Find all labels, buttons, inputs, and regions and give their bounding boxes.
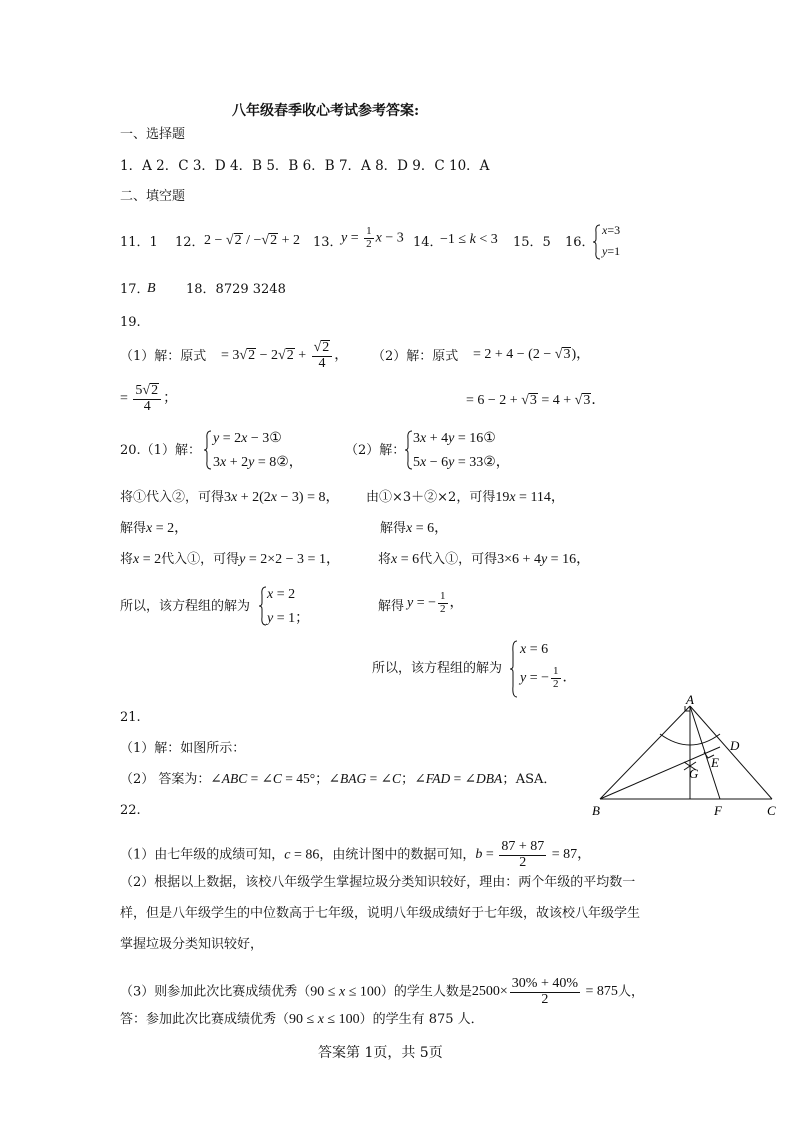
q20-solution-b-x: x = 6 xyxy=(520,642,549,657)
answer-17-value: B xyxy=(147,281,156,296)
q20-solution-b-y: y = − $\frac{1}{2}$ ． xyxy=(520,665,577,690)
q20-system1-eq1: y = 2x − 3① xyxy=(213,431,282,446)
page-footer: 答案第 1页，共 5页 xyxy=(318,1045,443,1061)
answer-13-label: 13． xyxy=(313,235,343,250)
q21-label: 21. xyxy=(120,710,141,725)
q20-label: 20.（1）解： xyxy=(120,443,201,458)
answer-16-x: x=3 xyxy=(602,223,621,237)
q20-step1b-text: 由①×3＋②×2，可得19x = 114， xyxy=(366,490,565,505)
answer-14-label: 14． xyxy=(413,235,443,250)
q20-step2b-label: 解得 xyxy=(380,521,407,536)
q21-part2: （2） 答案为：∠ABC = ∠C = 45°；∠BAG = ∠C；∠FAD = ∠DBA；ASA． xyxy=(120,771,557,787)
answer-15: 15．5 xyxy=(513,235,551,250)
q20-step4b-label: 解得 xyxy=(378,599,405,614)
choice-answers: 1．A 2．C 3．D 4．B 5．B 6．B 7．A 8．D 9．C 10．A xyxy=(120,158,490,174)
line-af xyxy=(690,706,720,799)
answer-16-label: 16． xyxy=(565,235,595,250)
q22-part3-label-a: （3）则参加此次比赛成绩优秀（ xyxy=(120,984,311,1000)
q22-answer-label-a: 答：参加此次比赛成绩优秀（ xyxy=(120,1012,290,1027)
q22-answer: 答：参加此次比赛成绩优秀（90 ≤ x ≤ 100）的学生有 875 人． xyxy=(120,1012,484,1027)
q22-part3-label-b: ）的学生人数是 xyxy=(380,984,472,1000)
q19-part2-label: （2）解：原式 xyxy=(372,349,459,364)
q20-step2b-text: 解得x = 6， xyxy=(380,521,449,536)
label-g: G xyxy=(689,766,699,781)
q22-answer-label-b: ）的学生有 875 人． xyxy=(359,1012,484,1027)
q21-part1: （1）解：如图所示： xyxy=(120,741,246,756)
q20-step3a-label2: 代入①，可得 xyxy=(161,552,240,567)
answer-12-label: 12． xyxy=(175,235,205,250)
q20-solution-a-label: 所以，该方程组的解为 xyxy=(120,599,251,614)
q20-step1a-label: 将①代入②，可得 xyxy=(120,490,225,505)
q22-part2-line1: （2）根据以上数据，该校八年级学生掌握垃圾分类知识较好，理由：两个年级的平均数一 xyxy=(120,875,636,890)
q22-part2-line2: 样，但是八年级学生的中位数高于七年级，说明八年级成绩好于七年级，故该校八年级学生 xyxy=(120,906,641,921)
answer-13-expr: y = $\frac{1}{2}$ x − 3 xyxy=(341,225,404,250)
q20-step1a-text: 将①代入②，可得3x + 2(2x − 3) = 8， xyxy=(120,490,340,505)
section-choice-heading: 一、选择题 xyxy=(120,127,186,142)
q19-part2-result: = 6 − 2 + √3 = 4 + √3． xyxy=(466,393,606,408)
q20-step3a-text: 将x = 2代入①，可得y = 2×2 − 3 = 1， xyxy=(120,552,340,567)
label-d: D xyxy=(730,738,740,753)
q22-part1-label-a: （1）由七年级的成绩可知， xyxy=(120,847,285,863)
q20-step3b-label2: 代入①，可得 xyxy=(419,552,498,567)
q20-step1b-label: 由①×3＋②×2，可得 xyxy=(366,490,496,505)
q21-part2-label: （2） 答案为： xyxy=(120,772,211,787)
q22-part1: （1）由七年级的成绩可知，c = 86，由统计图中的数据可知，b = $\frac{87 + 87}{2}$ = 87， xyxy=(120,839,592,870)
page-title: 八年级春季收心考试参考答案: xyxy=(232,103,420,119)
side-ab xyxy=(600,706,690,799)
answer-11: 11．1 xyxy=(120,235,158,250)
q20-step3a-label: 将 xyxy=(120,552,134,567)
answer-16-y: y=1 xyxy=(602,244,621,258)
q20-system2-eq1: 3x + 4y = 16① xyxy=(413,431,496,446)
answer-16-brace xyxy=(593,224,601,260)
label-f: F xyxy=(714,803,722,818)
q19-part1-expr: = 3√2 − 2√2 + $\frac{√2}{4}$ ， xyxy=(221,340,349,371)
section-fill-heading: 二、填空题 xyxy=(120,189,186,204)
q20-step3b-label: 将 xyxy=(378,552,392,567)
q20-solution-a-brace xyxy=(259,586,267,626)
label-c: C xyxy=(767,803,776,818)
q20-step3b-text: 将x = 6代入①，可得3×6 + 4y = 16， xyxy=(378,552,591,567)
q21-triangle-figure xyxy=(586,694,786,824)
answer-18: 18．8729 3248 xyxy=(186,282,286,297)
q22-label: 22. xyxy=(120,803,141,818)
q19-label: 19. xyxy=(120,315,141,330)
q20-system2-brace xyxy=(405,430,413,470)
q22-part2-line3: 掌握垃圾分类知识较好， xyxy=(120,937,264,952)
q20-step2a-text: 解得x = 2， xyxy=(120,521,189,536)
label-a: A xyxy=(686,694,694,707)
answer-17-label: 17． xyxy=(120,282,150,297)
line-bd xyxy=(600,747,720,799)
label-b: B xyxy=(592,803,600,818)
q20-solution-a-y: y = 1； xyxy=(267,611,310,626)
q22-part3-label-c: 人， xyxy=(617,984,644,1000)
q20-system1-eq2: 3x + 2y = 8②， xyxy=(213,455,303,470)
q20-step4b-expr: y = − $\frac{1}{2}$ ， xyxy=(407,590,464,615)
q19-part1-result: = $\frac{5√2}{4}$ ； xyxy=(120,383,178,414)
q20-part2-label: （2）解： xyxy=(345,443,406,458)
q22-part1-label-b: ，由统计图中的数据可知， xyxy=(319,847,476,863)
answer-12-expr: 2 − √2 / −√2 + 2 xyxy=(204,233,300,248)
q20-solution-b-label: 所以，该方程组的解为 xyxy=(372,661,503,676)
q22-part3: （3）则参加此次比赛成绩优秀（90 ≤ x ≤ 100）的学生人数是2500× $\frac{30\% + 40\%}{2}$ = 875人， xyxy=(120,976,644,1007)
q20-step2a-label: 解得 xyxy=(120,521,147,536)
q19-part1-label: （1）解：原式 xyxy=(120,349,207,364)
label-e: E xyxy=(711,755,719,770)
q19-part2-expr: = 2 + 4 − (2 − √3)， xyxy=(473,347,591,362)
q20-solution-a-x: x = 2 xyxy=(267,587,296,602)
q21-part2-tail: ASA． xyxy=(515,772,557,787)
answer-14-expr: −1 ≤ k < 3 xyxy=(440,232,498,247)
q20-solution-b-brace xyxy=(510,640,518,698)
q20-system1-brace xyxy=(204,430,212,470)
q20-system2-eq2: 5x − 6y = 33②， xyxy=(413,455,510,470)
